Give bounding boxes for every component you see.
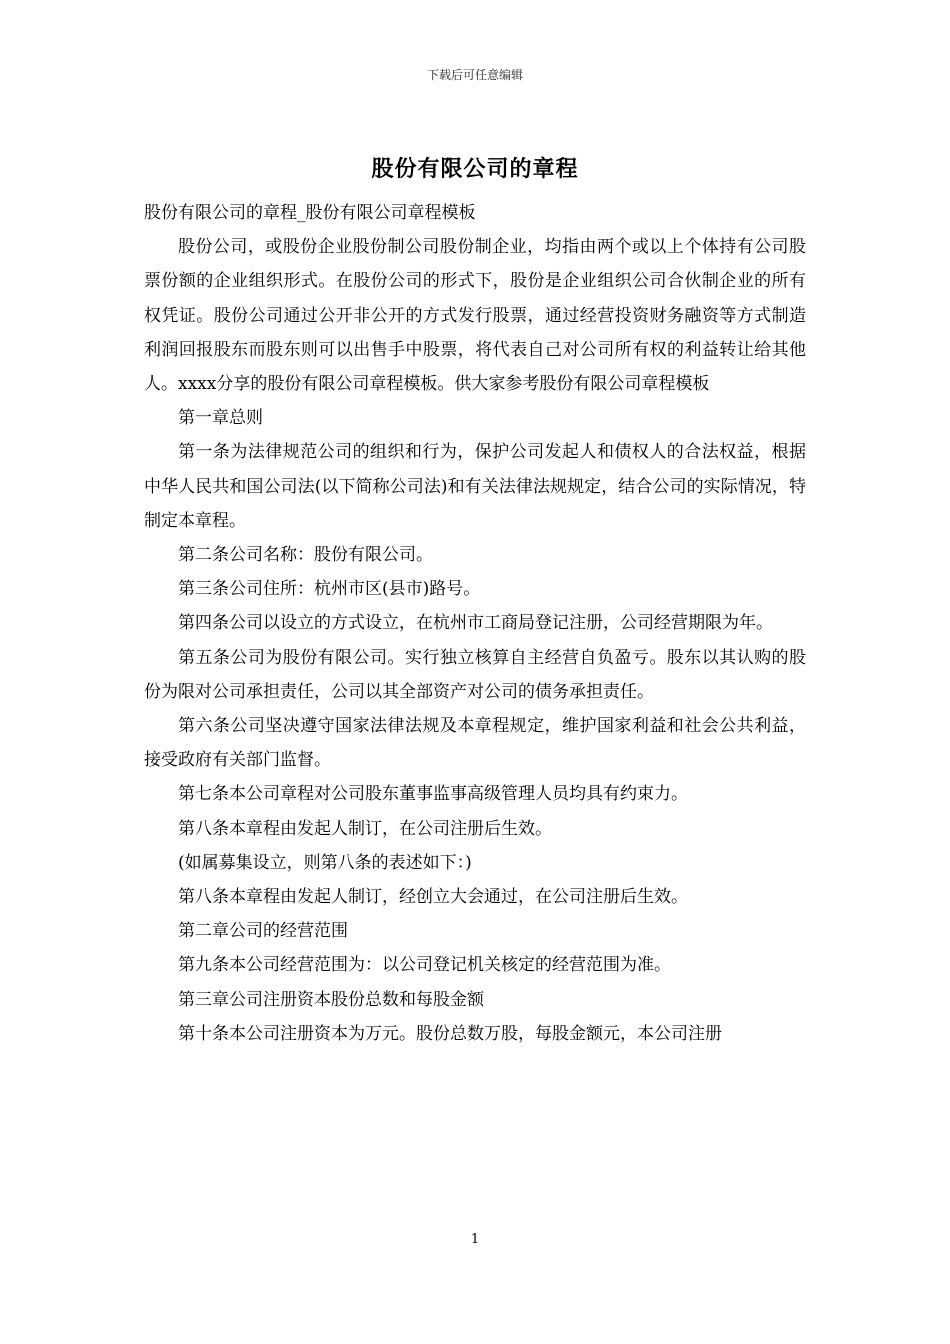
paragraph-15: 第三章公司注册资本股份总数和每股金额	[178, 989, 484, 1010]
paragraph-13: 第二章公司的经营范围	[178, 921, 348, 942]
paragraph-8: 第六条公司坚决遵守国家法律法规及本章程规定，维护国家利益和社会公共利益，接受政府有关部门监督。	[144, 716, 806, 771]
paragraph-14: 第九条本公司经营范围为：以公司登记机关核定的经营范围为准。	[178, 955, 671, 976]
header-note: 下载后可任意编辑	[426, 68, 523, 82]
paragraph-1: 股份公司，或股份企业股份制公司股份制企业，均指由两个或以上个体持有公司股票份额的企业组织形式。在股份公司的形式下，股份是企业组织公司合伙制企业的所有权凭证。股份公司通过公开非公开的方式发行股票，通过经营投资财务融资等方式制造利润回报股东而股东则可以出售手中股票，将代表自己对公司所有权的利益转让给其他人。xxxx分享的股份有限公司章程模板。供大家参考股份有限公司章程模板	[144, 237, 806, 395]
paragraph-12: 第八条本章程由发起人制订，经创立大会通过，在公司注册后生效。	[178, 887, 688, 908]
paragraph-9: 第七条本公司章程对公司股东董事监事高级管理人员均具有约束力。	[178, 784, 688, 805]
paragraph-11: (如属募集设立，则第八条的表述如下：)	[178, 852, 472, 873]
paragraph-6: 第四条公司以设立的方式设立，在杭州市工商局登记注册，公司经营期限为年。	[178, 613, 773, 634]
document-title: 股份有限公司的章程	[371, 157, 579, 182]
paragraph-4: 第二条公司名称：股份有限公司。	[178, 545, 433, 566]
paragraph-3: 第一条为法律规范公司的组织和行为，保护公司发起人和债权人的合法权益，根据中华人民共和国公司法(以下简称公司法)和有关法律法规规定，结合公司的实际情况，特制定本章程。	[144, 442, 806, 531]
paragraph-7: 第五条公司为股份有限公司。实行独立核算自主经营自负盈亏。股东以其认购的股份为限对公司承担责任，公司以其全部资产对公司的债务承担责任。	[144, 647, 806, 702]
page-number: 1	[470, 1232, 480, 1247]
paragraph-10: 第八条本章程由发起人制订，在公司注册后生效。	[178, 818, 552, 839]
document-body	[144, 196, 806, 1051]
paragraph-16: 第十条本公司注册资本为万元。股份总数万股，每股金额元，本公司注册	[178, 1023, 722, 1044]
paragraph-2: 第一章总则	[178, 408, 263, 429]
paragraph-0: 股份有限公司的章程_股份有限公司章程模板	[144, 203, 476, 223]
paragraph-5: 第三条公司住所：杭州市区(县市)路号。	[178, 579, 481, 600]
